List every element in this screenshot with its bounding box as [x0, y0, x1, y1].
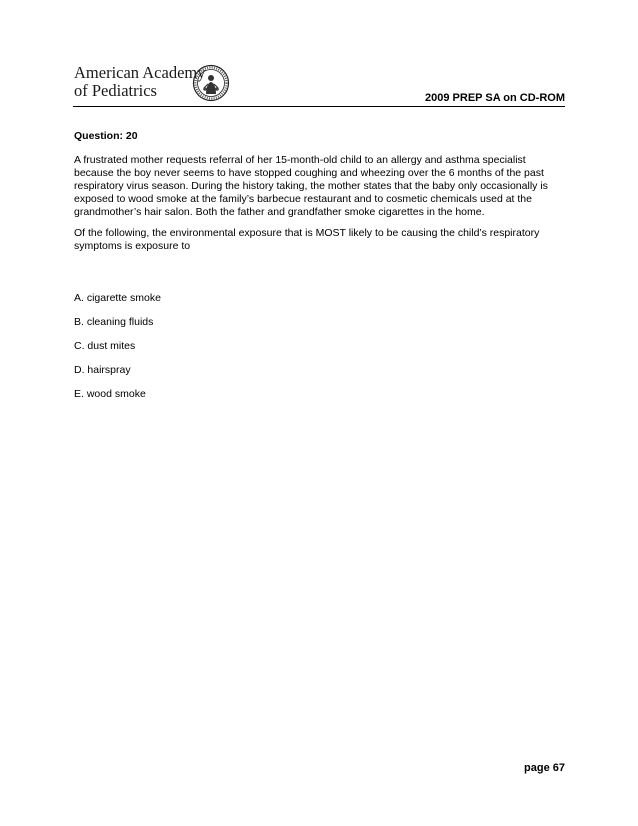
header-divider	[73, 106, 565, 107]
stem-line: A frustrated mother requests referral of her 15-month-old child to an allergy and asthma specialist	[74, 154, 526, 166]
choice-e[interactable]: E. wood smoke	[74, 388, 146, 400]
prompt-line: symptoms is exposure to	[74, 240, 191, 252]
question-content	[74, 130, 566, 261]
stem-line: because the boy never seems to have stopped coughing and wheezing over the 6 months of the past	[74, 167, 544, 179]
logo-line-2: of Pediatrics	[74, 81, 157, 100]
stem-line: exposed to wood smoke at the family’s barbecue restaurant and to cosmetic chemicals used at the	[74, 193, 532, 205]
choice-d[interactable]: D. hairspray	[74, 364, 131, 376]
page-number: page 67	[524, 762, 565, 774]
aap-logo	[74, 64, 234, 106]
choice-b[interactable]: B. cleaning fluids	[74, 316, 154, 328]
question-prompt	[74, 227, 566, 253]
stem-line: respiratory virus season. During the history taking, the mother states that the baby only occasionally is	[74, 180, 548, 192]
question-number: Question: 20	[74, 130, 138, 142]
aap-seal-icon	[192, 64, 230, 102]
choice-c[interactable]: C. dust mites	[74, 340, 136, 352]
question-stem	[74, 154, 566, 219]
logo-line-1: American Academy	[74, 63, 206, 82]
prompt-line: Of the following, the environmental exposure that is MOST likely to be causing the child’s respiratory	[74, 227, 540, 239]
answer-choices	[74, 292, 161, 412]
choice-a[interactable]: A. cigarette smoke	[74, 292, 161, 304]
logo-wordmark	[74, 64, 205, 100]
document-title: 2009 PREP SA on CD-ROM	[425, 92, 565, 104]
stem-line: grandmother’s hair salon. Both the father and grandfather smoke cigarettes in the home.	[74, 206, 485, 218]
